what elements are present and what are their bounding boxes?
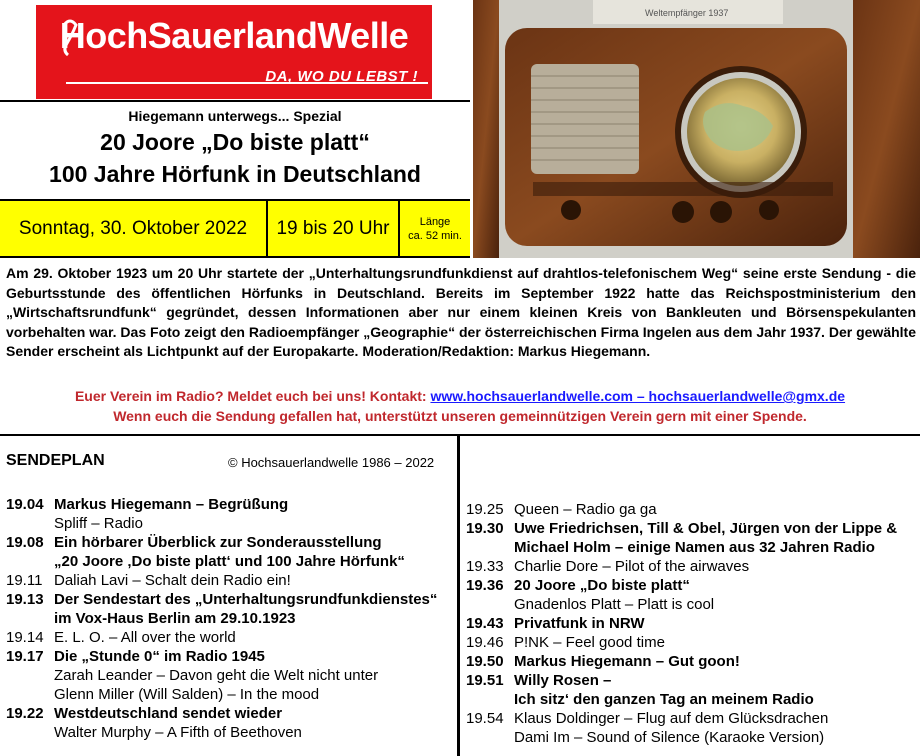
length-value: ca. 52 min. [408, 229, 462, 242]
schedule-entry: Walter Murphy – A Fifth of Beethoven [54, 724, 302, 741]
header-panel [0, 0, 470, 258]
contact-link[interactable]: www.hochsauerlandwelle.com – hochsauerlandwelle@gmx.de [430, 388, 846, 404]
station-logo [36, 5, 432, 99]
schedule-time: 19.14 [6, 629, 44, 646]
schedule-row [466, 538, 918, 557]
schedule-entry: Ich sitz‘ den ganzen Tag an meinem Radio [514, 691, 814, 708]
schedule-time: 19.08 [6, 534, 44, 551]
schedule-row [466, 500, 918, 519]
schedule-row [466, 633, 918, 652]
schedule-entry: 20 Joore „Do biste platt“ [514, 577, 690, 594]
schedule-time [6, 609, 54, 628]
schedule-time: 19.25 [466, 501, 504, 518]
schedule-time: 19.43 [466, 615, 504, 632]
schedule-time [6, 552, 54, 571]
schedule-row [6, 628, 456, 647]
schedule-row [6, 647, 456, 666]
schedule-row [466, 652, 918, 671]
column-divider [457, 436, 460, 756]
logo-text: HochSauerlandWelle [59, 15, 409, 56]
schedule-time: 19.33 [466, 558, 504, 575]
schedule-entry: Charlie Dore – Pilot of the airwaves [514, 558, 750, 575]
radio-illustration [473, 0, 920, 258]
schedule-entry: Uwe Friedrichsen, Till & Obel, Jürgen von der Lippe & [514, 520, 898, 537]
copyright-note: © Hochsauerlandwelle 1986 – 2022 [228, 455, 435, 470]
schedule-row [6, 495, 456, 514]
donation-note: Wenn euch die Sendung gefallen hat, unterstützt unseren gemeinnützigen Verein gern mit einer Spende. [113, 408, 807, 424]
schedule-entry: Dami Im – Sound of Silence (Karaoke Version) [514, 729, 825, 746]
schedule-time: 19.13 [6, 591, 44, 608]
divider [0, 434, 920, 436]
logo-slogan: DA, WO DU LEBST ! [265, 68, 418, 85]
schedule-row [6, 704, 456, 723]
schedule-row [6, 685, 456, 704]
schedule-row [466, 671, 918, 690]
schedule-row [466, 519, 918, 538]
schedule-entry: Gnadenlos Platt – Platt is cool [514, 596, 715, 613]
schedule-row [6, 723, 456, 742]
show-description: Am 29. Oktober 1923 um 20 Uhr startete der „Unterhaltungsrundfunkdienst auf drahtlos-telefonischem Weg“ seine erste Sendung - die Geburtsstunde des öffentlichen Hörfunks in Deutschland. Bereits im September 1922 hatte das Reichspostministerium den „Wirtschaftsrundfunk“ gegründet, dessen Informationen aber nur einem kleinen Kreis von Bankleuten und Börsenspekulanten vorbehalten war. Das Foto zeigt den Radioempfänger „Geographie“ der österreichischen Firma Ingelen aus dem Jahr 1937. Der gewählte Sender erscheint als Lichtpunkt auf der Europakarte. Moderation/Redaktion: Markus Hiegemann. [6, 265, 916, 360]
schedule-row [466, 614, 918, 633]
schedule-entry: Der Sendestart des „Unterhaltungsrundfunkdienstes“ [54, 591, 438, 608]
broadcast-info-bar [0, 199, 470, 258]
schedule-time: 19.36 [466, 577, 504, 594]
schedule-entry: Markus Hiegemann – Gut goon! [514, 653, 740, 670]
schedule-entry: Daliah Lavi – Schalt dein Radio ein! [54, 572, 291, 589]
schedule-entry: Klaus Doldinger – Flug auf dem Glücksdrachen [514, 710, 829, 727]
schedule-time [6, 514, 54, 533]
broadcast-date: Sonntag, 30. Oktober 2022 [18, 217, 248, 239]
schedule-entry: Ein hörbarer Überblick zur Sonderausstellung [54, 534, 382, 551]
schedule-entry: Willy Rosen – [514, 672, 612, 689]
schedule-entry: Queen – Radio ga ga [514, 501, 657, 518]
schedule-row [6, 571, 456, 590]
schedule-row [466, 709, 918, 728]
schedule-entry: Markus Hiegemann – Begrüßung [54, 496, 289, 513]
schedule-time: 19.54 [466, 710, 504, 727]
schedule-row [466, 728, 918, 747]
series-title: Hiegemann unterwegs... Spezial [128, 108, 342, 124]
schedule-time: 19.51 [466, 672, 504, 689]
schedule-row [466, 595, 918, 614]
schedule-entry: im Vox-Haus Berlin am 29.10.1923 [54, 610, 296, 627]
contact-prefix: Euer Verein im Radio? Meldet euch bei uns! Kontakt: [74, 388, 431, 404]
sendeplan-title: SENDEPLAN [6, 452, 105, 469]
schedule-entry: Die „Stunde 0“ im Radio 1945 [54, 648, 265, 665]
schedule-row [6, 514, 456, 533]
schedule-time: 19.46 [466, 634, 504, 651]
divider [0, 100, 470, 102]
schedule-row [466, 576, 918, 595]
schedule-time [466, 690, 514, 709]
schedule-entry: Spliff – Radio [54, 515, 143, 532]
schedule-time [466, 728, 514, 747]
schedule-entry: Zarah Leander – Davon geht die Welt nicht unter [54, 667, 379, 684]
schedule-entry: E. L. O. – All over the world [54, 629, 236, 646]
schedule-time: 19.04 [6, 496, 44, 513]
schedule-time: 19.50 [466, 653, 504, 670]
schedule-row [6, 552, 456, 571]
schedule-time [6, 723, 54, 742]
schedule-time: 19.22 [6, 705, 44, 722]
show-title: 20 Joore „Do biste platt“ [100, 129, 370, 155]
schedule-row [466, 690, 918, 709]
schedule-entry: „20 Joore ‚Do biste platt‘ und 100 Jahre Hörfunk“ [54, 553, 405, 570]
schedule-row [466, 557, 918, 576]
schedule-time [466, 538, 514, 557]
schedule-row [6, 533, 456, 552]
contact-block [0, 386, 920, 426]
svg-text:Weltempfänger 1937: Weltempfänger 1937 [645, 8, 729, 18]
schedule-left [6, 495, 456, 742]
schedule-time [6, 685, 54, 704]
schedule-entry: Glenn Miller (Will Salden) – In the mood [54, 686, 320, 703]
radio-photo [473, 0, 920, 258]
schedule-right [466, 500, 918, 747]
schedule-entry: P!NK – Feel good time [514, 634, 665, 651]
length-label: Länge [419, 215, 451, 228]
schedule-time [6, 666, 54, 685]
schedule-time: 19.11 [6, 572, 43, 589]
schedule-time: 19.30 [466, 520, 504, 537]
show-subtitle: 100 Jahre Hörfunk in Deutschland [49, 161, 421, 187]
schedule-time: 19.17 [6, 648, 44, 665]
broadcast-length [400, 201, 470, 256]
schedule-entry: Michael Holm – einige Namen aus 32 Jahren Radio [514, 539, 875, 556]
schedule-row [6, 666, 456, 685]
schedule-time [466, 595, 514, 614]
schedule-entry: Westdeutschland sendet wieder [54, 705, 283, 722]
schedule-row [6, 609, 456, 628]
schedule-entry: Privatfunk in NRW [514, 615, 645, 632]
schedule-row [6, 590, 456, 609]
broadcast-time: 19 bis 20 Uhr [276, 217, 390, 239]
